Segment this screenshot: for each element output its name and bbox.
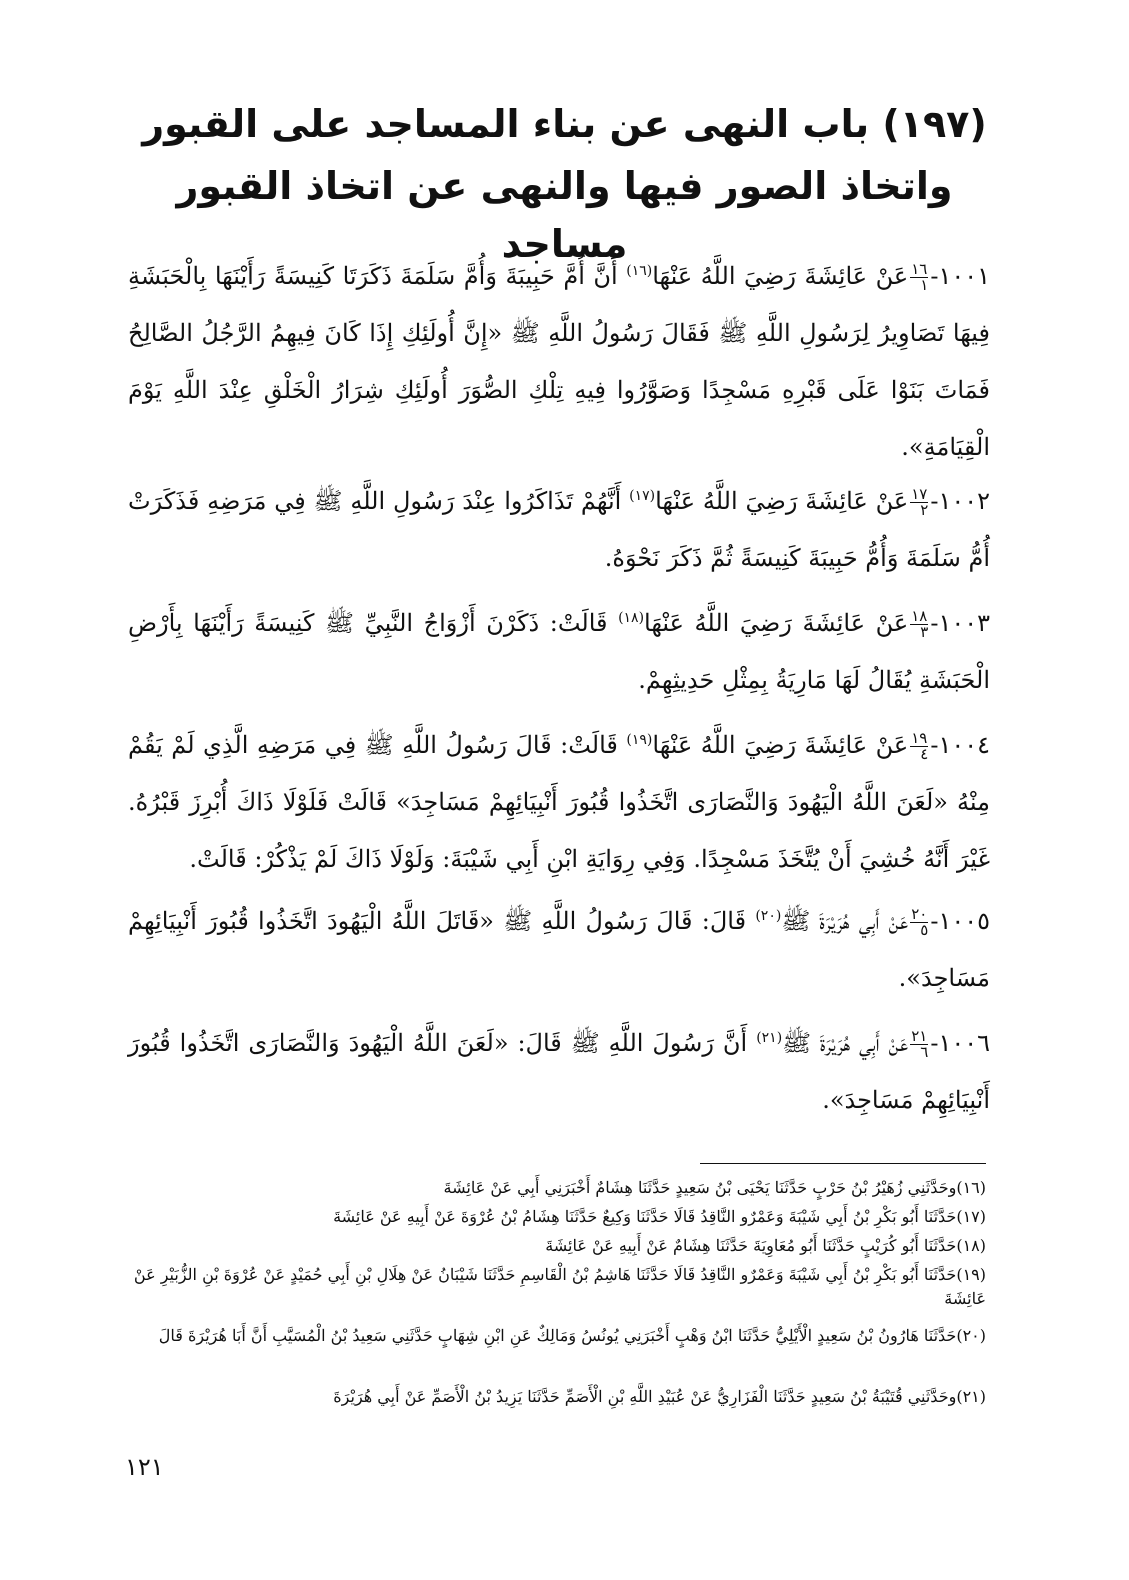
hadith-narrator: عَنْ عَائِشَةَ رَضِيَ اللَّهُ عَنْهَا: [652, 731, 909, 759]
hadith-fraction: $\frac{٢٠}{٥}$: [911, 905, 929, 939]
footnote-reference: (٢١): [756, 1030, 783, 1046]
hadith-number: ١٠٠٤-: [930, 731, 991, 759]
hadith-number: ١٠٠٥-: [930, 907, 991, 935]
chapter-title-line-1: (١٩٧) باب النهى عن بناء المساجد على القبور: [142, 102, 987, 146]
footnote-20: (٢٠)حَدَّثَنَا هَارُونُ بْنُ سَعِيدٍ الْأَيْلِيُّ حَدَّثَنَا ابْنُ وَهْبٍ أَخْبَرَنِي يُونُسُ وَمَالِكٌ عَنِ ابْنِ شِهَابٍ حَدَّثَنِي سَعِيدُ بْنُ الْمُسَيَّبِ أَنَّ أَبَا هُرَيْرَةَ قَالَ: [158, 1326, 986, 1345]
footnote-reference: (١٦): [626, 263, 653, 279]
hadith-1006: [128, 1010, 990, 1129]
footnote-reference: (١٧): [629, 488, 656, 504]
hadith-narrator: عَنْ أَبِي هُرَيْرَةَ ﷺ: [781, 907, 909, 935]
hadith-fraction: $\frac{١٨}{٣}$: [911, 607, 929, 641]
hadith-number: ١٠٠١-: [930, 262, 990, 290]
hadith-narrator: عَنْ أَبِي هُرَيْرَةَ ﷺ: [782, 1029, 909, 1057]
footnote-16: (١٦)وحَدَّثَنِي زُهَيْرُ بْنُ حَرْبٍ حَدَّثَنَا يَحْيَى بْنُ سَعِيدٍ حَدَّثَنَا هِشَامٌ أَخْبَرَنِي أَبِي عَنْ عَائِشَةَ: [443, 1178, 986, 1197]
hadith-fraction: $\frac{١٩}{٤}$: [911, 729, 929, 763]
footnote-19: (١٩)حَدَّثَنَا أَبُو بَكْرِ بْنُ أَبِي شَيْبَةَ وَعَمْرٌو النَّاقِدُ قَالَا حَدَّثَنَا هَاشِمُ بْنُ الْقَاسِمِ حَدَّثَنَا شَيْبَانُ عَنْ هِلَالِ بْنِ أَبِي حُمَيْدٍ عَنْ عُرْوَةَ بْنِ الزُّبَيْرِ عَنْ عَائِشَةَ: [133, 1265, 986, 1308]
footnote-reference: (١٨): [618, 610, 645, 626]
hadith-number: ١٠٠٦-: [930, 1029, 990, 1057]
chapter-title-line-2: واتخاذ الصور فيها والنهى عن اتخاذ القبور مساجد: [176, 164, 953, 266]
hadith-fraction: $\frac{١٦}{١}$: [911, 260, 929, 294]
hadith-number: ١٠٠٢-: [930, 487, 991, 515]
hadith-fraction: $\frac{١٧}{٢}$: [911, 485, 929, 519]
footnote-reference: (١٩): [626, 732, 653, 748]
hadith-1001: [128, 243, 990, 476]
hadith-text: قَالَتْ: ذَكَرْنَ أَزْوَاجُ النَّبِيِّ ﷺ كَنِيسَةً رَأَيْنَهَا بِأَرْضِ الْحَبَشَةِ يُقَالُ لَهَا مَارِيَةُ بِمِثْلِ حَدِيثِهِمْ.: [128, 609, 990, 694]
hadith-text: أَنَّ رَسُولَ اللَّهِ ﷺ قَالَ: «لَعَنَ اللَّهُ الْيَهُودَ وَالنَّصَارَى اتَّخَذُوا قُبُورَ أَنْبِيَائِهِمْ مَسَاجِدَ».: [128, 1029, 990, 1114]
hadith-1005: [128, 888, 990, 1007]
page-number: ١٢١: [125, 1453, 164, 1481]
hadith-1002: [128, 468, 990, 587]
hadith-number: ١٠٠٣-: [930, 609, 990, 637]
footnote-17: (١٧)حَدَّثَنَا أَبُو بَكْرِ بْنُ أَبِي شَيْبَةَ وَعَمْرٌو النَّاقِدُ قَالَا حَدَّثَنَا وَكِيعٌ حَدَّثَنَا هِشَامُ بْنُ عُرْوَةَ عَنْ أَبِيهِ عَنْ عَائِشَةَ: [333, 1207, 986, 1226]
hadith-narrator: عَنْ عَائِشَةَ رَضِيَ اللَّهُ عَنْهَا: [644, 609, 909, 637]
hadith-narrator: عَنْ عَائِشَةَ رَضِيَ اللَّهُ عَنْهَا: [652, 262, 909, 290]
footnote-separator: [700, 1163, 986, 1164]
hadith-1003: [128, 590, 990, 709]
hadith-1004: [128, 712, 990, 888]
hadith-fraction: $\frac{٢١}{٦}$: [911, 1027, 929, 1061]
hadith-text: أَنَّ أُمَّ حَبِيبَةَ وَأُمَّ سَلَمَةَ ذَكَرَتَا كَنِيسَةً رَأَيْنَهَا بِالْحَبَشَةِ فِيهَا تَصَاوِيرُ لِرَسُولِ اللَّهِ ﷺ فَقَالَ رَسُولُ اللَّهِ ﷺ «إِنَّ أُولَئِكِ إِذَا كَانَ فِيهِمُ الرَّجُلُ الصَّالِحُ فَمَاتَ بَنَوْا عَلَى قَبْرِهِ مَسْجِدًا وَصَوَّرُوا فِيهِ تِلْكِ الصُّوَرَ أُولَئِكِ شِرَارُ الْخَلْقِ عِنْدَ اللَّهِ يَوْمَ الْقِيَامَةِ».: [128, 262, 990, 461]
hadith-text: أَنَّهُمْ تَذَاكَرُوا عِنْدَ رَسُولِ اللَّهِ ﷺ فِي مَرَضِهِ فَذَكَرَتْ أُمُّ سَلَمَةَ وَأُمُّ حَبِيبَةَ كَنِيسَةً ثُمَّ ذَكَرَ نَحْوَهُ.: [128, 487, 990, 572]
hadith-text: قَالَتْ: قَالَ رَسُولُ اللَّهِ ﷺ فِي مَرَضِهِ الَّذِي لَمْ يَقُمْ مِنْهُ «لَعَنَ اللَّهُ الْيَهُودَ وَالنَّصَارَى اتَّخَذُوا قُبُورَ أَنْبِيَائِهِمْ مَسَاجِدَ» قَالَتْ فَلَوْلَا ذَاكَ أُبْرِزَ قَبْرُهُ. غَيْرَ أَنَّهُ خُشِيَ أَنْ يُتَّخَذَ مَسْجِدًا. وَفِي رِوَايَةِ ابْنِ أَبِي شَيْبَةَ: وَلَوْلَا ذَاكَ لَمْ يَذْكُرْ: قَالَتْ.: [128, 731, 990, 873]
footnote-21: (٢١)وحَدَّثَنِي قُتَيْبَةُ بْنُ سَعِيدٍ حَدَّثَنَا الْفَزَارِيُّ عَنْ عُبَيْدِ اللَّهِ بْنِ الْأَصَمِّ حَدَّثَنَا يَزِيدُ بْنُ الْأَصَمِّ عَنْ أَبِي هُرَيْرَةَ: [333, 1387, 986, 1406]
hadith-text: قَالَ: قَالَ رَسُولُ اللَّهِ ﷺ «قَاتَلَ اللَّهُ الْيَهُودَ اتَّخَذُوا قُبُورَ أَنْبِيَائِهِمْ مَسَاجِدَ».: [128, 907, 990, 992]
hadith-narrator: عَنْ عَائِشَةَ رَضِيَ اللَّهُ عَنْهَا: [655, 487, 909, 515]
footnote-18: (١٨)حَدَّثَنَا أَبُو كُرَيْبٍ حَدَّثَنَا أَبُو مُعَاوِيَةَ حَدَّثَنَا هِشَامٌ عَنْ أَبِيهِ عَنْ عَائِشَةَ: [545, 1236, 986, 1255]
footnote-reference: (٢٠): [755, 908, 782, 924]
